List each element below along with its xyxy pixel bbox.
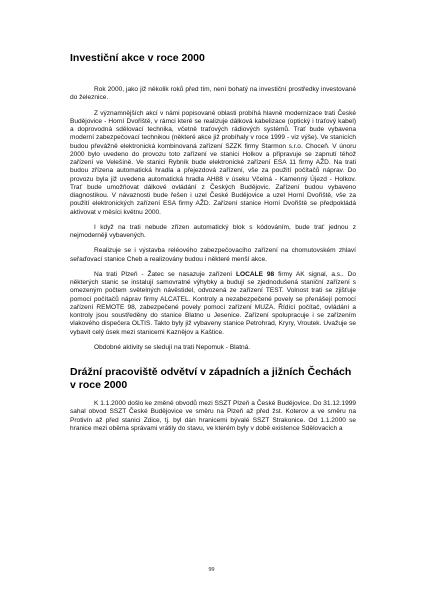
paragraph-intro: Rok 2000, jako již několik roků před tím, není bohatý na investiční prostředky investované do železnice. xyxy=(70,86,356,102)
plzen-text-after: firmy AK signal, a.s.. Do některých stanic se instalují samovratné výhybky a budují se zjednodušená staniční zařízení s omezeným počtem světelných návěstidel, odvozená ze zařízení TEST. Volnost trati se zjišťuje pomocí počítačů náprav firmy ALCATEL. Kontroly a nezabezpečené povely se přenášejí pomocí zařízení REMOTE 98, zabezpečené povely pomocí zařízení MUZA. Řídící počítač, ovládání a kontroly jsou soustředěny do stanice Blatno u Jesenice. Zařízení spolupracuje i se zařízením vlakového dispečera OLTIS. Takto byly již vybaveny stanice Petrohrad, Kryry, Vroutek. Uvažuje se vybavit celý úsek mezi stanicemi Kaznějov a Kaštice. xyxy=(70,270,356,336)
locale98-bold: LOCALE 98 xyxy=(236,270,275,278)
paragraph-obvody: K 1.1.2000 došlo ke změně obvodů mezi SSZT Plzeň a České Budějovice. Do 31.12.1999 sahal obvod SSZT České Budějovice ve směru na Plzeň až před žst. Koterov a ve směru na Protivín až před stanici Zdice, tj. byl dán hranicemi bývalé SSZT Strakonice. Od 1.1.2000 se hranice mezi oběma správami vrátily do stavu, ve kterém byly v době existence Sdělovacích a xyxy=(70,400,356,432)
section-heading-investments: Investiční akce v roce 2000 xyxy=(70,52,205,64)
paragraph-block: I když na trati nebude zřízen automatický blok s kódováním, bude trať jednou z nejmoderněji vybavených. xyxy=(70,223,356,239)
plzen-text-before: Na trati Plzeň - Žatec se nasazuje zařízení xyxy=(94,270,237,278)
paragraph-modernization: Z významnějších akcí v námi popisované oblasti probíhá hlavně modernizace trati České Budějovice - Horní Dvořiště, v rámci které se realizuje dálková kabelizace (optický i traťový kabel) a doprovodná sdělovací technika, včetně traťových rádiových systémů. Trať bude vybavena moderní zabezpečovací technikou (některé akce již probíhaly v roce 1999 - viz výše). Ve stanicích budou převážně elektronická kombinovaná zařízení SZZK firmy Starmon s.r.o. Choceň. V únoru 2000 bylo uvedeno do provozu toto zařízení ve stanici Holkov a připravuje se zapnutí téhož zařízení ve Velešíně. Ve stanici Rybník bude elektronické zařízení ESA 11 firmy AŽD. Na trati budou zřízena automatická hradla a přejezdová zařízení, vše za použití počítačů náprav. Do provozu byla již uvedena automatická hradla AH88 v úseku Včelná - Kamenný Újezd - Holkov. Trať bude umožňovat dálkové ovládání z Českých Budějovic. Zařízení budou vybaveno diagnostikou. V návaznosti bude řešen i uzel České Budějovice a uzel Horní Dvořiště, vše za použití elektronických zařízení ESA firmy AŽD. Zařízení stanice Horní Dvořiště se předpokládá aktivovat v měsíci květnu 2000. xyxy=(70,109,356,216)
page-content xyxy=(70,52,356,440)
paragraph-nepomuk: Obdobné aktivity se sledují na trati Nepomuk - Blatná. xyxy=(94,343,251,351)
page-number: 99 xyxy=(208,567,215,573)
paragraph-cheb: Realizuje se i výstavba reléového zabezpečovacího zařízení na chomutovském zhlaví seřaďovací stanice Cheb a realizovány budou i některé menší akce. xyxy=(70,247,356,263)
section-heading-workplaces: Drážní pracoviště odvětví v západních a jižních Čechách v roce 2000 xyxy=(70,366,352,391)
paragraph-plzen-zatec xyxy=(70,271,356,337)
